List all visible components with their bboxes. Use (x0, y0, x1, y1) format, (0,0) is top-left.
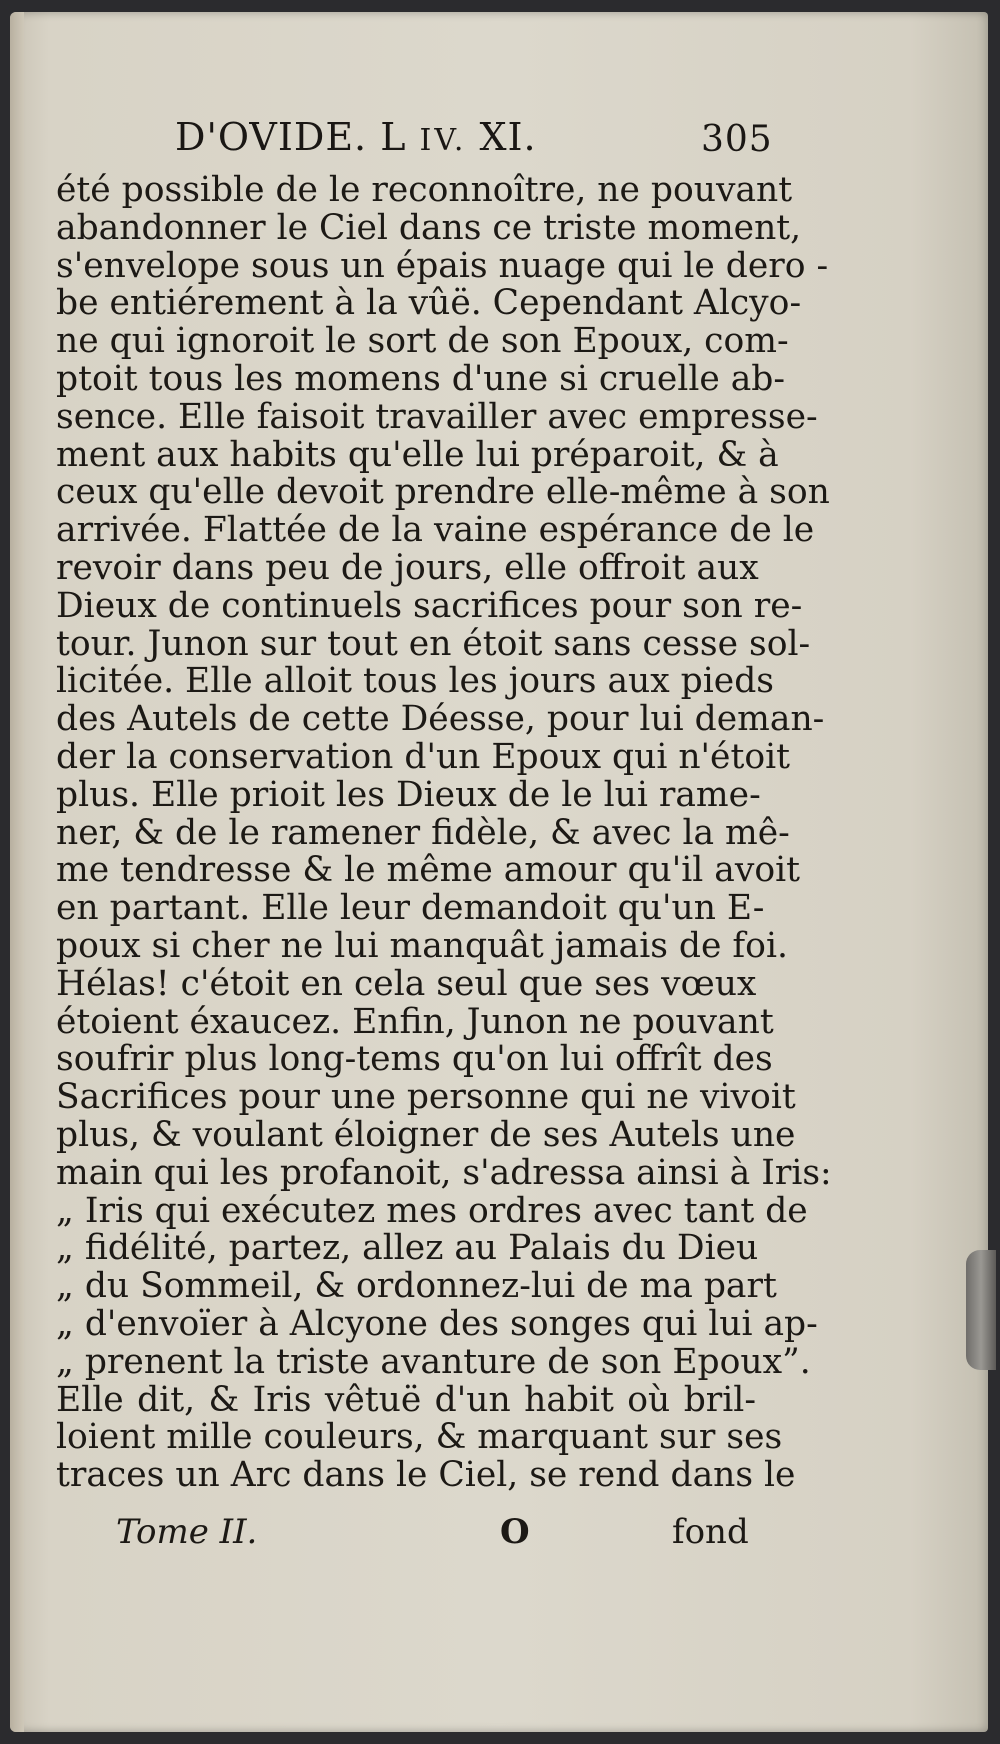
text-line: „ fidélité, partez, allez au Palais du Dieu (56, 1228, 759, 1269)
running-head-number: XI. (479, 115, 537, 159)
text-line: en partant. Elle leur demandoit qu'un E- (56, 888, 765, 929)
page-header (175, 115, 775, 165)
running-head-title: D'OVIDE. L (175, 115, 407, 159)
text-line: loient mille couleurs, & marquant sur ses (56, 1417, 783, 1458)
text-line: „ Iris qui exécutez mes ordres avec tant de (56, 1190, 808, 1231)
text-line: Elle dit, & Iris vêtuë d'un habit où bril- (56, 1379, 756, 1420)
signature-mark: O (500, 1512, 530, 1552)
book-clasp (966, 1250, 996, 1370)
text-line: arrivée. Flattée de la vaine espérance de le (56, 510, 815, 551)
text-line: ceux qu'elle devoit prendre elle-même à son (56, 472, 830, 513)
text-line: sence. Elle faisoit travailler avec empresse- (56, 396, 818, 437)
text-line: Dieux de continuels sacrifices pour son re- (56, 585, 803, 626)
catchword: fond (672, 1512, 749, 1552)
text-line: des Autels de cette Déesse, pour lui deman- (56, 699, 825, 740)
text-line: tour. Junon sur tout en étoit sans cesse sol- (56, 623, 811, 664)
text-line: soufrir plus long-tems qu'on lui offrît des (56, 1039, 773, 1080)
text-line: Hélas! c'étoit en cela seul que ses vœux (56, 963, 757, 1004)
text-line: plus. Elle prioit les Dieux de le lui rame- (56, 774, 761, 815)
text-line: étoient éxaucez. Enfin, Junon ne pouvant (56, 1001, 774, 1042)
text-line: poux si cher ne lui manquât jamais de foi. (56, 925, 788, 966)
text-line: Sacrifices pour une personne qui ne vivoit (56, 1077, 796, 1118)
page-footer (60, 1512, 760, 1558)
page-number: 305 (701, 119, 773, 160)
text-line: licitée. Elle alloit tous les jours aux pieds (56, 661, 774, 702)
text-line: me tendresse & le même amour qu'il avoit (56, 850, 800, 891)
text-line: be entiérement à la vûë. Cependant Alcyo- (56, 283, 802, 324)
text-line: revoir dans peu de jours, elle offroit aux (56, 547, 759, 588)
text-line: plus, & voulant éloigner de ses Autels une (56, 1114, 796, 1155)
text-line: ne qui ignoroit le sort de son Epoux, com- (56, 321, 789, 362)
text-line: traces un Arc dans le Ciel, se rend dans le (56, 1455, 796, 1496)
page-gutter (10, 12, 24, 1732)
text-line: „ du Sommeil, & ordonnez-lui de ma part (56, 1266, 777, 1307)
text-line: main qui les profanoit, s'adressa ainsi à Iris: (56, 1152, 832, 1193)
volume-marker: Tome II. (116, 1512, 258, 1552)
text-line: s'envelope sous un épais nuage qui le dero - (56, 245, 829, 286)
page-text (56, 170, 832, 1496)
text-line: ner, & de le ramener fidèle, & avec la mê- (56, 812, 790, 853)
text-line: ptoit tous les momens d'une si cruelle ab- (56, 358, 786, 399)
text-line: abandonner le Ciel dans ce triste moment, (56, 207, 802, 248)
text-line: der la conservation d'un Epoux qui n'étoit (56, 736, 790, 777)
running-head-book: IV. (419, 123, 467, 158)
text-line: ment aux habits qu'elle lui préparoit, & à (56, 434, 779, 475)
text-line: „ prenent la triste avanture de son Epoux”. (56, 1341, 811, 1382)
text-line: été possible de le reconnoître, ne pouvant (56, 170, 793, 210)
text-line: „ d'envoïer à Alcyone des songes qui lui ap- (56, 1303, 818, 1344)
running-head (175, 115, 537, 159)
